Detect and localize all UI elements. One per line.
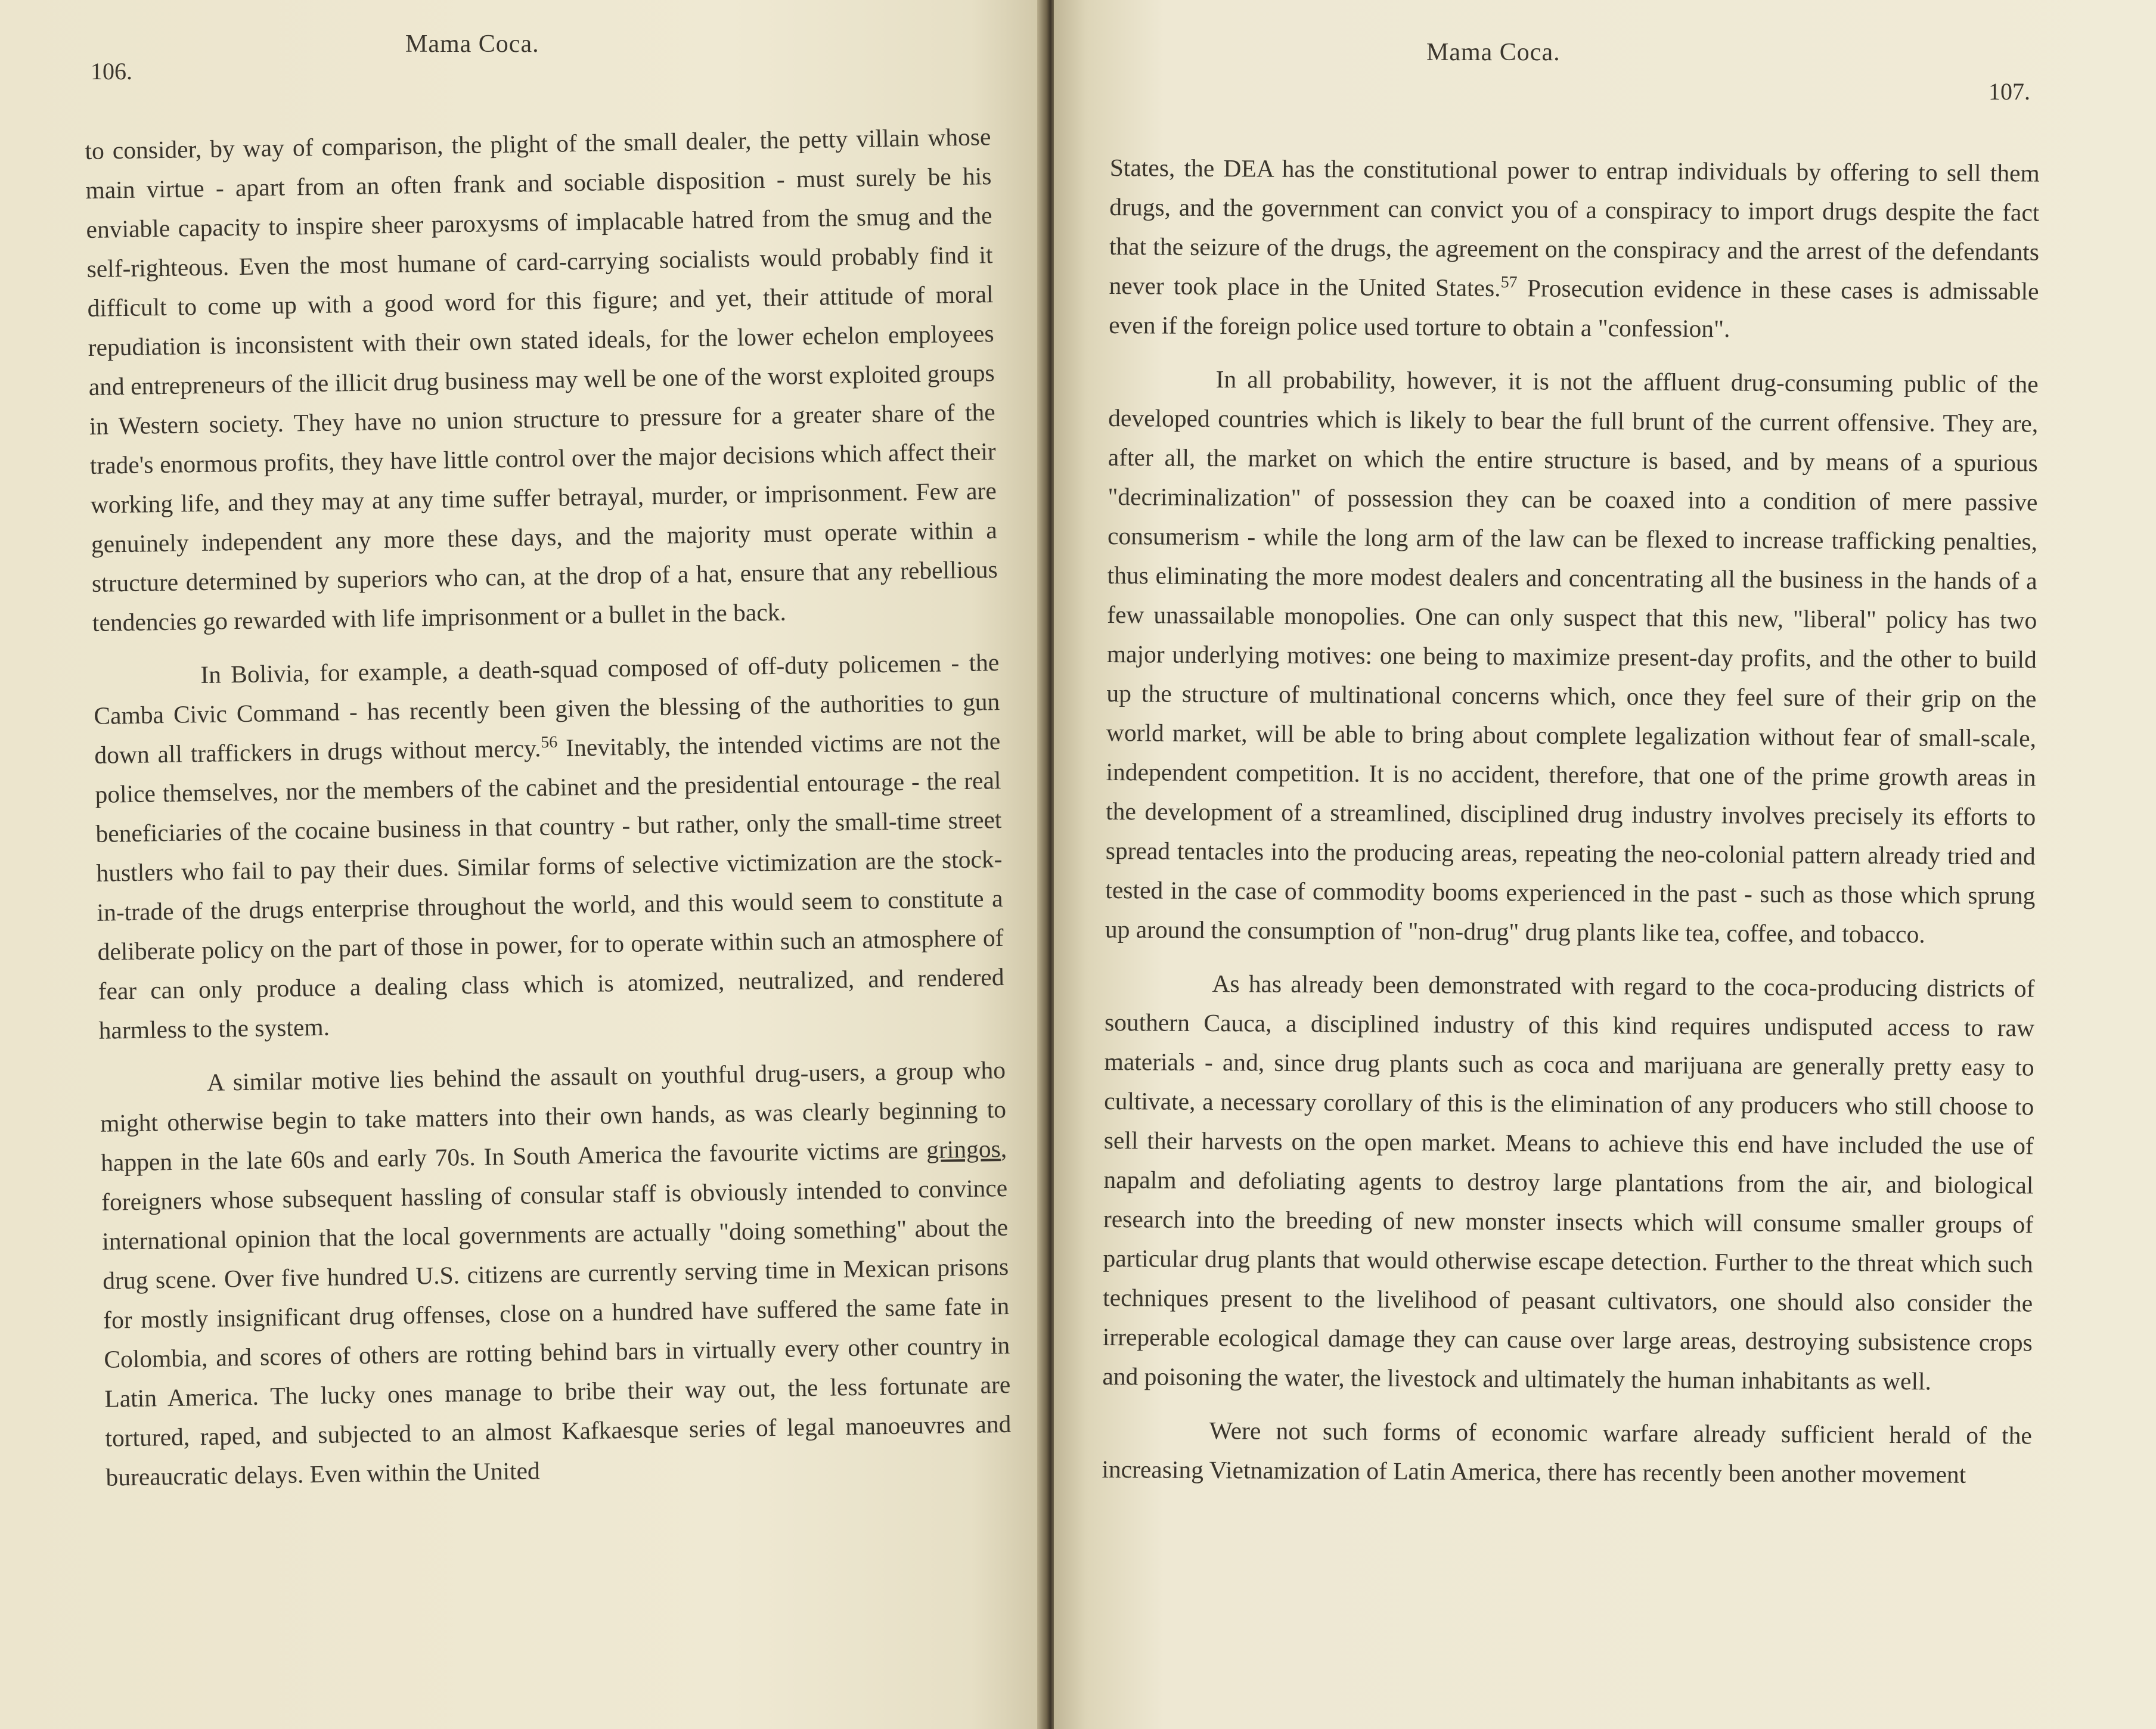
page-number: 106. bbox=[91, 58, 132, 85]
left-page-body bbox=[85, 117, 1012, 1511]
running-title: Mama Coca. bbox=[405, 30, 539, 58]
paragraph: Were not such forms of economic warfare already sufficient herald of the increasing Vietnamization of Latin America, there has recently been another movement bbox=[1102, 1417, 2032, 1488]
paragraph bbox=[100, 1050, 1012, 1497]
paragraph-text: In Bolivia, for example, a death-squad composed of off-duty policemen - the Camba Civic Command - has recently been given the blessing of the authorities to gun down all traffickers in drugs without mercy. bbox=[94, 648, 1000, 769]
paragraph-text: , foreigners whose subsequent hassling of consular staff is obviously intended to convince international opinion that the local governments are actually "doing something" about the drug scene. Over five hundred U.S. citizens are currently serving time in Mexican prisons for mostly insignificant drug offenses, close on a hundred have suffered the same fate in Colombia, and scores of others are rotting behind bars in virtually every other country in Latin America. The lucky ones manage to bribe their way out, the less fortunate are tortured, raped, and subjected to an almost Kafkaesque series of legal manoeuvres and bureaucratic delays. Even within the United bbox=[101, 1134, 1012, 1491]
right-page-body bbox=[1102, 148, 2040, 1508]
paragraph: In all probability, however, it is not the affluent drug-consuming public of the developed countries which is likely to bear the full brunt of the current offensive. They are, after all, the market on which the entire structure is based, and by means of a spurious "decriminalization" of possession they can be coaxed into a condition of mere passive consumerism - while the long arm of the law can be flexed to increase trafficking penalties, thus eliminating the more modest dealers and concentrating all the business in the hands of a few unassailable monopolies. One can only suspect that this new, "liberal" policy has two major underlying motives: one being to maximize present-day profits, and the other to build up the structure of multinational concerns which, once they feel sure of their grip on the world market, will be able to bring about complete legalization without fear of small-scale, independent competition. It is no accident, therefore, that one of the prime growth areas in the development of a streamlined, disciplined drug industry involves precisely its efforts to spread tentacles into the producing areas, repeating the neo-colonial pattern already tried and tested in the case of commodity booms experienced in the past - such as those which sprung up around the consumption of "non-drug" drug plants like tea, coffee, and tobacco. bbox=[1105, 365, 2039, 948]
paragraph bbox=[93, 642, 1005, 1050]
paragraph-text: States, the DEA has the constitutional power to entrap individuals by offering to sell them drugs, and the government can convict you of a conspiracy to import drugs despite the fact that the seizure of the drugs, the agreement on the conspiracy and the arrest of the defendants never took place in the United States. bbox=[1109, 153, 2040, 302]
paragraph bbox=[1109, 148, 2040, 350]
underlined-word: gringos bbox=[926, 1135, 1001, 1164]
paragraph: to consider, by way of comparison, the plight of the small dealer, the petty villain whose main virtue - apart from an often frank and sociable disposition - must surely be his enviable capacity to inspire sheer paroxysms of implacable hatred from the smug and the self-righteous. Even the most humane of card-carrying socialists would probably find it difficult to come up with a good word for this figure; and yet, their attitude of moral repudiation is inconsistent with their own stated ideals, for the lower echelon employees and entrepreneurs of the illicit drug business may well be one of the worst exploited groups in Western society. They have no union structure to pressure for a greater share of the trade's enormous profits, they have little control over the major decisions which affect their working life, and they may at any time suffer betrayal, murder, or imprisonment. Few are genuinely independent any more these days, and the majority must operate within a structure determined by superiors who can, at the drop of a hat, ensure that any rebellious tendencies go rewarded with life imprisonment or a bullet in the back. bbox=[85, 123, 998, 637]
left-page bbox=[0, 0, 1044, 1729]
paragraph-text: A similar motive lies behind the assault on youthful drug-users, a group who might otherwise begin to take matters into their own hands, as was clearly beginning to happen in the late 60s and early 70s. In South America the favourite victims are bbox=[100, 1056, 1007, 1177]
paragraph-text: Inevitably, the intended victims are not the police themselves, nor the members of the cabinet and the presidential entourage - the real beneficiaries of the cocaine business in that country - but rather, only the small-time street hustlers who fail to pay their dues. Similar forms of selective victimization are the stock-in-trade of the drugs enterprise throughout the world, and this would seem to constitute a deliberate policy on the part of those in power, for to operate within such an atmosphere of fear can only produce a dealing class which is atomized, neutralized, and rendered harmless to the system. bbox=[95, 727, 1004, 1044]
footnote-reference: 57 bbox=[1500, 273, 1518, 292]
right-page bbox=[1054, 0, 2156, 1729]
footnote-reference: 56 bbox=[541, 732, 558, 752]
page-number: 107. bbox=[1989, 78, 2030, 105]
paragraph: As has already been demonstrated with regard to the coca-producing districts of southern Cauca, a disciplined industry of this kind requires undisputed access to raw materials - and, since drug plants such as coca and marijuana are generally pretty easy to cultivate, a necessary corollary of this is the elimination of any producers who still choose to sell their harvests on the open market. Means to achieve this end have included the use of napalm and defoliating agents to destroy large plantations from the air, and biological research into the breeding of new monster insects which will consume smaller groups of particular drug plants that would otherwise escape detection. Further to the threat which such techniques present to the livelihood of peasant cultivators, one should also consider the irreperable ecological damage they can cause over large areas, destroying subsistence crops and poisoning the water, the livestock and ultimately the human inhabitants as well. bbox=[1102, 970, 2035, 1395]
paragraph-text: Prosecution evidence in these cases is admissable even if the foreign police used torture to obtain a "confession". bbox=[1109, 274, 2039, 343]
running-title: Mama Coca. bbox=[1426, 39, 1561, 66]
